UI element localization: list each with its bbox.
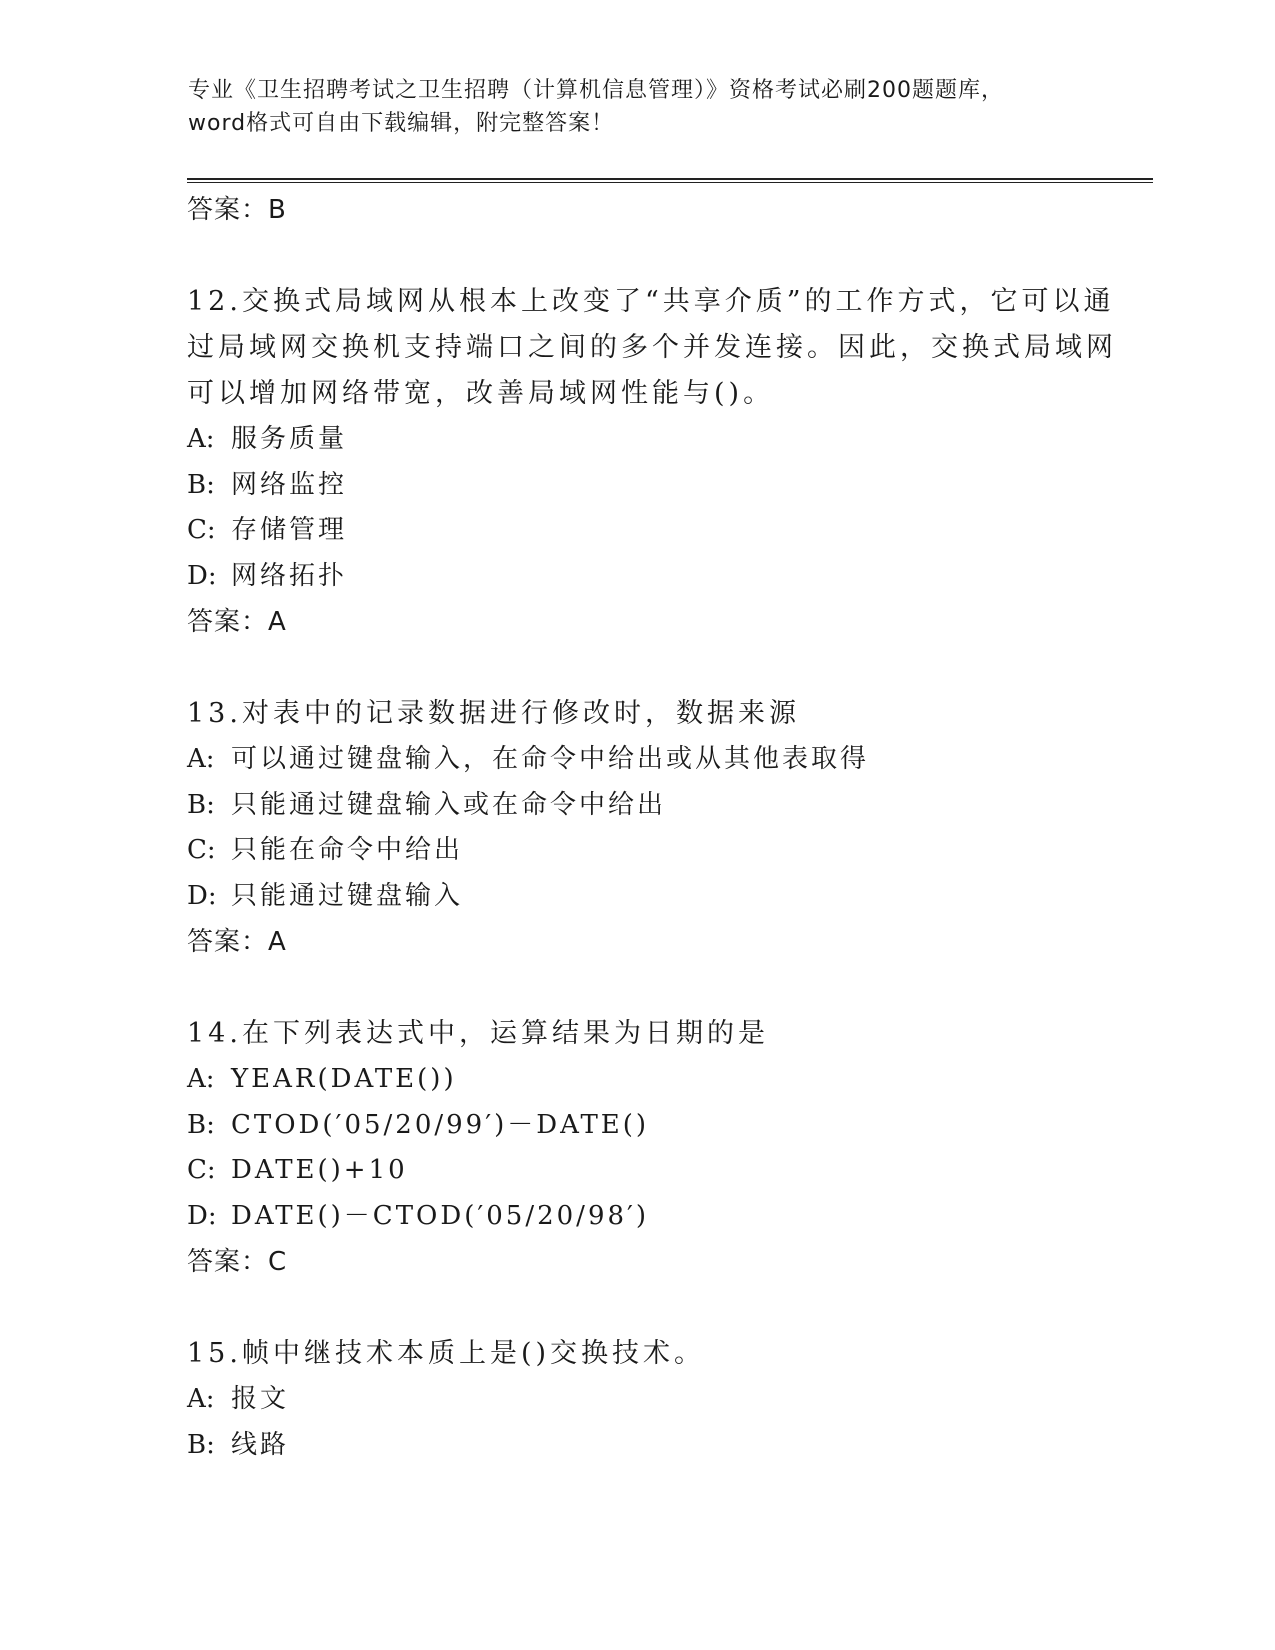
option-a: A: 服务质量 [187,424,348,454]
question-text: 12.交换式局域网从根本上改变了“共享介质”的工作方式，它可以通 [187,286,1115,317]
option-b: B: 线路 [187,1429,290,1460]
option-a: A: 报文 [187,1384,290,1414]
question-list [187,187,1117,1468]
option-d: D: 只能通过键盘输入 [187,880,464,911]
option-c: C: 存储管理 [187,515,348,545]
option-b: B: CTOD(′05/20/99′)－DATE() [187,1109,650,1140]
answer-12: 答案：A [187,607,287,637]
question-13 [187,691,1087,965]
question-text: 15.帧中继技术本质上是()交换技术。 [187,1338,706,1369]
option-a: A: 可以通过键盘输入，在命令中给出或从其他表取得 [187,744,870,774]
question-text: 13.对表中的记录数据进行修改时，数据来源 [187,698,800,729]
answer-14: 答案：C [187,1247,288,1277]
question-text: 过局域网交换机支持端口之间的多个并发连接。因此，交换式局域网 [187,332,1117,363]
answer-13: 答案：A [187,927,287,957]
option-b: B: 网络监控 [187,469,348,500]
question-text: 14.在下列表达式中，运算结果为日期的是 [187,1018,769,1049]
option-c: C: 只能在命令中给出 [187,835,464,865]
option-b: B: 只能通过键盘输入或在命令中给出 [187,789,667,820]
header-line-2: word格式可自由下载编辑，附完整答案！ [188,111,615,136]
question-text: 可以增加网络带宽，改善局域网性能与()。 [187,378,775,409]
option-d: D: DATE()－CTOD(′05/20/98′) [187,1200,650,1231]
option-c: C: DATE()+10 [187,1155,408,1185]
answer-11: 答案：B [187,195,287,225]
header-divider [187,178,1153,183]
option-d: D: 网络拓扑 [187,560,348,591]
question-15 [187,1331,1087,1468]
document-header [188,74,1088,140]
question-14 [187,1011,1087,1285]
question-12 [187,279,1117,645]
header-line-1: 专业《卫生招聘考试之卫生招聘（计算机信息管理）》资格考试必刷200题题库， [188,78,1004,103]
option-a: A: YEAR(DATE()) [187,1064,457,1094]
